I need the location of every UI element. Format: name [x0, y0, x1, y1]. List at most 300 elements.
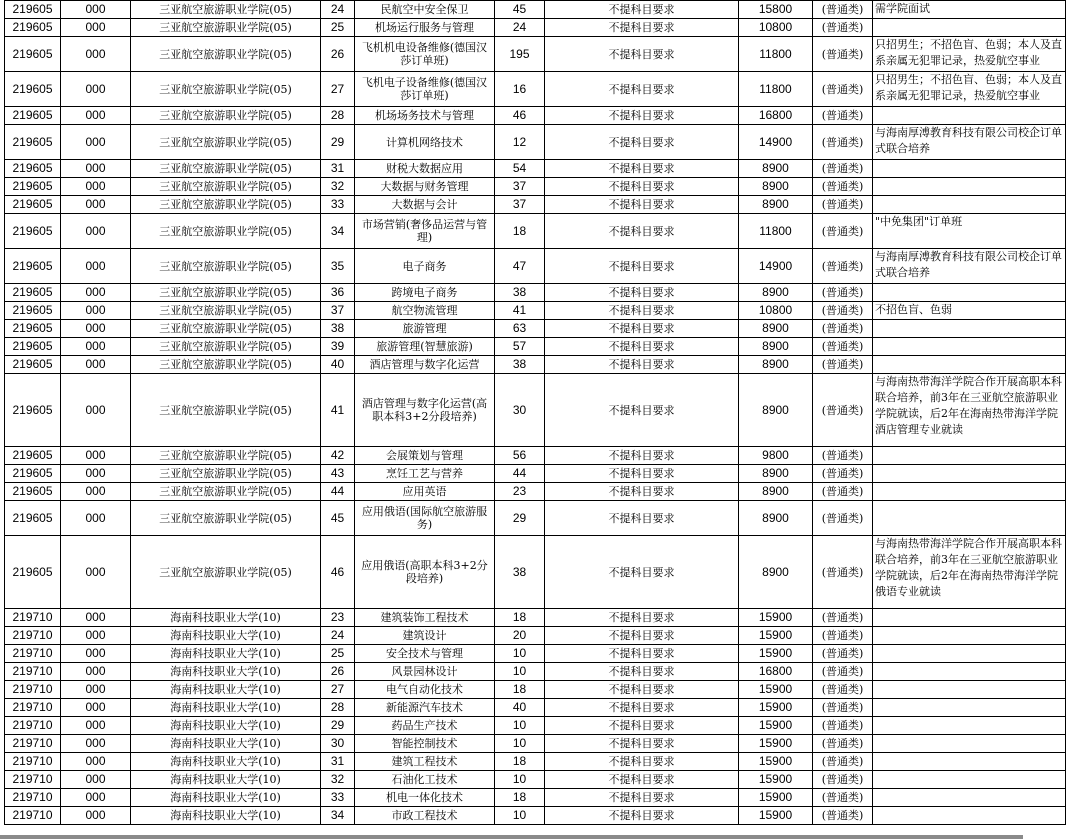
cell-category: (普通类) — [813, 72, 873, 107]
cell-major-number: 26 — [321, 663, 355, 681]
cell-tuition-fee: 15800 — [739, 1, 813, 19]
cell-sub-code: 000 — [61, 1, 131, 19]
cell-category: (普通类) — [813, 37, 873, 72]
cell-major-number: 34 — [321, 807, 355, 825]
cell-school-name: 三亚航空旅游职业学院(05) — [131, 356, 321, 374]
cell-major-number: 36 — [321, 284, 355, 302]
cell-school-code: 219605 — [5, 160, 61, 178]
cell-subject-requirement: 不提科目要求 — [545, 196, 739, 214]
cell-school-code: 219710 — [5, 663, 61, 681]
cell-school-name: 海南科技职业大学(10) — [131, 609, 321, 627]
cell-plan-count: 56 — [495, 447, 545, 465]
cell-major-name: 会展策划与管理 — [355, 447, 495, 465]
cell-subject-requirement: 不提科目要求 — [545, 107, 739, 125]
table-body — [5, 1, 1066, 825]
cell-plan-count: 10 — [495, 663, 545, 681]
cell-sub-code: 000 — [61, 196, 131, 214]
cell-major-name: 航空物流管理 — [355, 302, 495, 320]
cell-plan-count: 54 — [495, 160, 545, 178]
cell-subject-requirement: 不提科目要求 — [545, 320, 739, 338]
cell-major-number: 38 — [321, 320, 355, 338]
cell-remarks — [873, 807, 1066, 825]
cell-plan-count: 38 — [495, 284, 545, 302]
cell-sub-code: 000 — [61, 536, 131, 609]
cell-plan-count: 23 — [495, 483, 545, 501]
cell-plan-count: 30 — [495, 374, 545, 447]
cell-major-number: 39 — [321, 338, 355, 356]
cell-tuition-fee: 14900 — [739, 125, 813, 160]
cell-tuition-fee: 8900 — [739, 338, 813, 356]
cell-sub-code: 000 — [61, 214, 131, 249]
cell-major-number: 25 — [321, 19, 355, 37]
cell-school-name: 三亚航空旅游职业学院(05) — [131, 72, 321, 107]
cell-major-number: 40 — [321, 356, 355, 374]
cell-tuition-fee: 15900 — [739, 753, 813, 771]
cell-school-code: 219605 — [5, 1, 61, 19]
cell-subject-requirement: 不提科目要求 — [545, 609, 739, 627]
cell-tuition-fee: 15900 — [739, 627, 813, 645]
cell-remarks — [873, 107, 1066, 125]
cell-tuition-fee: 15900 — [739, 735, 813, 753]
cell-tuition-fee: 8900 — [739, 374, 813, 447]
cell-major-name: 市政工程技术 — [355, 807, 495, 825]
cell-remarks: 与海南热带海洋学院合作开展高职本科联合培养，前3年在三亚航空旅游职业学院就读，后2年在海南热带海洋学院俄语专业就读 — [873, 536, 1066, 609]
cell-plan-count: 57 — [495, 338, 545, 356]
cell-category: (普通类) — [813, 501, 873, 536]
cell-remarks — [873, 735, 1066, 753]
cell-major-number: 30 — [321, 735, 355, 753]
cell-tuition-fee: 8900 — [739, 501, 813, 536]
cell-major-name: 石油化工技术 — [355, 771, 495, 789]
cell-school-name: 三亚航空旅游职业学院(05) — [131, 501, 321, 536]
cell-school-name: 三亚航空旅游职业学院(05) — [131, 160, 321, 178]
cell-subject-requirement: 不提科目要求 — [545, 284, 739, 302]
cell-category: (普通类) — [813, 160, 873, 178]
cell-remarks — [873, 771, 1066, 789]
cell-major-number: 24 — [321, 1, 355, 19]
cell-subject-requirement: 不提科目要求 — [545, 645, 739, 663]
table-row — [5, 465, 1066, 483]
cell-category: (普通类) — [813, 125, 873, 160]
cell-category: (普通类) — [813, 320, 873, 338]
cell-school-name: 三亚航空旅游职业学院(05) — [131, 19, 321, 37]
cell-remarks: 只招男生；不招色盲、色弱；本人及直系亲属无犯罪记录，热爱航空事业 — [873, 72, 1066, 107]
table-row — [5, 536, 1066, 609]
cell-major-name: 建筑设计 — [355, 627, 495, 645]
table-row — [5, 735, 1066, 753]
cell-remarks — [873, 753, 1066, 771]
table-row — [5, 302, 1066, 320]
cell-remarks — [873, 789, 1066, 807]
cell-school-name: 海南科技职业大学(10) — [131, 771, 321, 789]
cell-school-name: 三亚航空旅游职业学院(05) — [131, 284, 321, 302]
cell-school-name: 三亚航空旅游职业学院(05) — [131, 125, 321, 160]
cell-major-name: 风景园林设计 — [355, 663, 495, 681]
cell-subject-requirement: 不提科目要求 — [545, 807, 739, 825]
cell-school-code: 219605 — [5, 338, 61, 356]
cell-category: (普通类) — [813, 284, 873, 302]
cell-remarks: 需学院面试 — [873, 1, 1066, 19]
cell-subject-requirement: 不提科目要求 — [545, 178, 739, 196]
cell-school-name: 海南科技职业大学(10) — [131, 681, 321, 699]
table-row — [5, 681, 1066, 699]
cell-major-number: 33 — [321, 789, 355, 807]
cell-category: (普通类) — [813, 214, 873, 249]
cell-school-name: 海南科技职业大学(10) — [131, 663, 321, 681]
cell-remarks: 与海南厚溥教育科技有限公司校企订单式联合培养 — [873, 125, 1066, 160]
cell-subject-requirement: 不提科目要求 — [545, 627, 739, 645]
table-row — [5, 447, 1066, 465]
table-row — [5, 338, 1066, 356]
cell-subject-requirement: 不提科目要求 — [545, 1, 739, 19]
table-row — [5, 501, 1066, 536]
cell-plan-count: 10 — [495, 807, 545, 825]
table-row — [5, 717, 1066, 735]
cell-plan-count: 47 — [495, 249, 545, 284]
cell-major-name: 应用俄语(国际航空旅游服务) — [355, 501, 495, 536]
cell-category: (普通类) — [813, 19, 873, 37]
cell-remarks — [873, 681, 1066, 699]
cell-school-name: 海南科技职业大学(10) — [131, 753, 321, 771]
cell-sub-code: 000 — [61, 627, 131, 645]
cell-plan-count: 18 — [495, 753, 545, 771]
cell-plan-count: 40 — [495, 699, 545, 717]
cell-subject-requirement: 不提科目要求 — [545, 249, 739, 284]
cell-tuition-fee: 11800 — [739, 37, 813, 72]
cell-major-number: 31 — [321, 160, 355, 178]
cell-sub-code: 000 — [61, 178, 131, 196]
table-row — [5, 320, 1066, 338]
table-row — [5, 214, 1066, 249]
cell-subject-requirement: 不提科目要求 — [545, 338, 739, 356]
cell-school-code: 219605 — [5, 302, 61, 320]
cell-school-code: 219605 — [5, 356, 61, 374]
cell-school-name: 三亚航空旅游职业学院(05) — [131, 302, 321, 320]
cell-plan-count: 195 — [495, 37, 545, 72]
cell-sub-code: 000 — [61, 645, 131, 663]
cell-sub-code: 000 — [61, 37, 131, 72]
cell-remarks — [873, 196, 1066, 214]
cell-major-number: 28 — [321, 107, 355, 125]
table-row — [5, 356, 1066, 374]
cell-subject-requirement: 不提科目要求 — [545, 19, 739, 37]
cell-major-name: 市场营销(奢侈品运营与管理) — [355, 214, 495, 249]
cell-plan-count: 29 — [495, 501, 545, 536]
cell-school-code: 219605 — [5, 374, 61, 447]
cell-school-name: 三亚航空旅游职业学院(05) — [131, 214, 321, 249]
cell-major-number: 46 — [321, 536, 355, 609]
cell-subject-requirement: 不提科目要求 — [545, 447, 739, 465]
table-row — [5, 753, 1066, 771]
cell-plan-count: 20 — [495, 627, 545, 645]
cell-major-name: 飞机机电设备维修(德国汉莎订单班) — [355, 37, 495, 72]
cell-category: (普通类) — [813, 374, 873, 447]
cell-plan-count: 44 — [495, 465, 545, 483]
cell-major-number: 45 — [321, 501, 355, 536]
cell-category: (普通类) — [813, 465, 873, 483]
cell-remarks: 只招男生；不招色盲、色弱；本人及直系亲属无犯罪记录，热爱航空事业 — [873, 37, 1066, 72]
cell-category: (普通类) — [813, 609, 873, 627]
table-row — [5, 196, 1066, 214]
table-row — [5, 789, 1066, 807]
cell-remarks — [873, 338, 1066, 356]
cell-major-number: 44 — [321, 483, 355, 501]
cell-school-name: 三亚航空旅游职业学院(05) — [131, 107, 321, 125]
cell-school-code: 219605 — [5, 37, 61, 72]
cell-sub-code: 000 — [61, 125, 131, 160]
cell-plan-count: 41 — [495, 302, 545, 320]
cell-major-number: 31 — [321, 753, 355, 771]
cell-category: (普通类) — [813, 753, 873, 771]
cell-category: (普通类) — [813, 771, 873, 789]
cell-remarks — [873, 663, 1066, 681]
cell-plan-count: 18 — [495, 681, 545, 699]
cell-school-code: 219605 — [5, 249, 61, 284]
cell-school-code: 219605 — [5, 214, 61, 249]
cell-school-code: 219710 — [5, 807, 61, 825]
cell-major-number: 32 — [321, 178, 355, 196]
cell-category: (普通类) — [813, 663, 873, 681]
cell-remarks — [873, 447, 1066, 465]
cell-tuition-fee: 8900 — [739, 178, 813, 196]
cell-remarks — [873, 160, 1066, 178]
cell-major-number: 27 — [321, 72, 355, 107]
cell-category: (普通类) — [813, 717, 873, 735]
table-row — [5, 19, 1066, 37]
cell-subject-requirement: 不提科目要求 — [545, 501, 739, 536]
cell-tuition-fee: 10800 — [739, 19, 813, 37]
cell-remarks — [873, 699, 1066, 717]
cell-plan-count: 10 — [495, 735, 545, 753]
cell-school-name: 三亚航空旅游职业学院(05) — [131, 447, 321, 465]
cell-subject-requirement: 不提科目要求 — [545, 771, 739, 789]
cell-sub-code: 000 — [61, 771, 131, 789]
cell-category: (普通类) — [813, 178, 873, 196]
table-row — [5, 107, 1066, 125]
cell-major-number: 23 — [321, 609, 355, 627]
cell-tuition-fee: 15900 — [739, 681, 813, 699]
cell-school-name: 海南科技职业大学(10) — [131, 717, 321, 735]
cell-remarks: 不招色盲、色弱 — [873, 302, 1066, 320]
cell-sub-code: 000 — [61, 699, 131, 717]
cell-major-number: 34 — [321, 214, 355, 249]
cell-sub-code: 000 — [61, 302, 131, 320]
cell-school-name: 海南科技职业大学(10) — [131, 699, 321, 717]
cell-major-name: 智能控制技术 — [355, 735, 495, 753]
cell-tuition-fee: 8900 — [739, 356, 813, 374]
cell-major-name: 大数据与财务管理 — [355, 178, 495, 196]
cell-sub-code: 000 — [61, 338, 131, 356]
table-row — [5, 249, 1066, 284]
table-row — [5, 645, 1066, 663]
cell-major-number: 29 — [321, 125, 355, 160]
cell-major-number: 35 — [321, 249, 355, 284]
cell-major-name: 跨境电子商务 — [355, 284, 495, 302]
cell-school-name: 三亚航空旅游职业学院(05) — [131, 196, 321, 214]
cell-school-name: 三亚航空旅游职业学院(05) — [131, 536, 321, 609]
cell-tuition-fee: 8900 — [739, 160, 813, 178]
cell-major-name: 机电一体化技术 — [355, 789, 495, 807]
cell-tuition-fee: 8900 — [739, 483, 813, 501]
cell-major-number: 33 — [321, 196, 355, 214]
cell-major-name: 机场场务技术与管理 — [355, 107, 495, 125]
cell-school-name: 三亚航空旅游职业学院(05) — [131, 249, 321, 284]
cell-tuition-fee: 15900 — [739, 645, 813, 663]
cell-plan-count: 16 — [495, 72, 545, 107]
cell-major-number: 37 — [321, 302, 355, 320]
cell-sub-code: 000 — [61, 72, 131, 107]
cell-plan-count: 38 — [495, 536, 545, 609]
cell-tuition-fee: 10800 — [739, 302, 813, 320]
cell-school-name: 三亚航空旅游职业学院(05) — [131, 374, 321, 447]
cell-plan-count: 45 — [495, 1, 545, 19]
cell-major-name: 计算机网络技术 — [355, 125, 495, 160]
cell-subject-requirement: 不提科目要求 — [545, 72, 739, 107]
cell-school-name: 海南科技职业大学(10) — [131, 735, 321, 753]
table-row — [5, 807, 1066, 825]
cell-tuition-fee: 16800 — [739, 107, 813, 125]
cell-category: (普通类) — [813, 249, 873, 284]
cell-school-code: 219605 — [5, 483, 61, 501]
cell-major-name: 酒店管理与数字化运营(高职本科3+2分段培养) — [355, 374, 495, 447]
cell-sub-code: 000 — [61, 356, 131, 374]
cell-subject-requirement: 不提科目要求 — [545, 536, 739, 609]
cell-major-number: 27 — [321, 681, 355, 699]
cell-plan-count: 38 — [495, 356, 545, 374]
cell-tuition-fee: 15900 — [739, 789, 813, 807]
cell-school-name: 三亚航空旅游职业学院(05) — [131, 320, 321, 338]
admissions-table — [4, 0, 1066, 825]
cell-school-code: 219605 — [5, 536, 61, 609]
cell-sub-code: 000 — [61, 249, 131, 284]
cell-sub-code: 000 — [61, 735, 131, 753]
cell-subject-requirement: 不提科目要求 — [545, 699, 739, 717]
table-row — [5, 699, 1066, 717]
cell-category: (普通类) — [813, 735, 873, 753]
cell-major-name: 大数据与会计 — [355, 196, 495, 214]
cell-school-name: 海南科技职业大学(10) — [131, 627, 321, 645]
cell-major-name: 药品生产技术 — [355, 717, 495, 735]
cell-plan-count: 37 — [495, 178, 545, 196]
cell-category: (普通类) — [813, 338, 873, 356]
cell-tuition-fee: 15900 — [739, 771, 813, 789]
cell-tuition-fee: 9800 — [739, 447, 813, 465]
cell-sub-code: 000 — [61, 753, 131, 771]
table-row — [5, 627, 1066, 645]
cell-school-code: 219605 — [5, 196, 61, 214]
cell-remarks — [873, 465, 1066, 483]
cell-major-number: 32 — [321, 771, 355, 789]
cell-major-name: 烹饪工艺与营养 — [355, 465, 495, 483]
cell-subject-requirement: 不提科目要求 — [545, 789, 739, 807]
cell-tuition-fee: 15900 — [739, 699, 813, 717]
cell-remarks: 与海南热带海洋学院合作开展高职本科联合培养，前3年在三亚航空旅游职业学院就读，后2年在海南热带海洋学院酒店管理专业就读 — [873, 374, 1066, 447]
cell-sub-code: 000 — [61, 374, 131, 447]
cell-tuition-fee: 15900 — [739, 717, 813, 735]
cell-school-code: 219605 — [5, 284, 61, 302]
cell-sub-code: 000 — [61, 663, 131, 681]
table-row — [5, 37, 1066, 72]
cell-school-name: 三亚航空旅游职业学院(05) — [131, 465, 321, 483]
cell-major-number: 42 — [321, 447, 355, 465]
cell-school-code: 219605 — [5, 501, 61, 536]
cell-tuition-fee: 14900 — [739, 249, 813, 284]
cell-school-name: 三亚航空旅游职业学院(05) — [131, 338, 321, 356]
cell-major-name: 应用英语 — [355, 483, 495, 501]
cell-major-name: 新能源汽车技术 — [355, 699, 495, 717]
cell-school-code: 219710 — [5, 699, 61, 717]
cell-plan-count: 18 — [495, 789, 545, 807]
cell-school-code: 219605 — [5, 19, 61, 37]
cell-subject-requirement: 不提科目要求 — [545, 483, 739, 501]
cell-subject-requirement: 不提科目要求 — [545, 37, 739, 72]
cell-category: (普通类) — [813, 699, 873, 717]
cell-sub-code: 000 — [61, 807, 131, 825]
cell-plan-count: 24 — [495, 19, 545, 37]
cell-school-code: 219605 — [5, 72, 61, 107]
cell-plan-count: 12 — [495, 125, 545, 160]
cell-school-code: 219710 — [5, 681, 61, 699]
cell-category: (普通类) — [813, 196, 873, 214]
cell-school-code: 219710 — [5, 735, 61, 753]
cell-subject-requirement: 不提科目要求 — [545, 125, 739, 160]
cell-remarks — [873, 501, 1066, 536]
cell-category: (普通类) — [813, 807, 873, 825]
cell-subject-requirement: 不提科目要求 — [545, 753, 739, 771]
cell-school-code: 219710 — [5, 717, 61, 735]
cell-major-number: 24 — [321, 627, 355, 645]
cell-major-name: 民航空中安全保卫 — [355, 1, 495, 19]
cell-major-name: 旅游管理(智慧旅游) — [355, 338, 495, 356]
cell-remarks — [873, 284, 1066, 302]
cell-major-number: 25 — [321, 645, 355, 663]
window-bottom-edge — [0, 835, 1023, 839]
cell-plan-count: 18 — [495, 214, 545, 249]
cell-major-name: 酒店管理与数字化运营 — [355, 356, 495, 374]
cell-sub-code: 000 — [61, 465, 131, 483]
cell-school-name: 海南科技职业大学(10) — [131, 789, 321, 807]
cell-school-name: 三亚航空旅游职业学院(05) — [131, 483, 321, 501]
cell-tuition-fee: 16800 — [739, 663, 813, 681]
cell-major-name: 安全技术与管理 — [355, 645, 495, 663]
table-row — [5, 72, 1066, 107]
cell-category: (普通类) — [813, 789, 873, 807]
cell-major-number: 43 — [321, 465, 355, 483]
cell-category: (普通类) — [813, 627, 873, 645]
cell-sub-code: 000 — [61, 320, 131, 338]
cell-remarks — [873, 645, 1066, 663]
cell-tuition-fee: 11800 — [739, 214, 813, 249]
cell-sub-code: 000 — [61, 789, 131, 807]
cell-plan-count: 63 — [495, 320, 545, 338]
cell-remarks — [873, 320, 1066, 338]
cell-sub-code: 000 — [61, 681, 131, 699]
cell-major-number: 41 — [321, 374, 355, 447]
cell-remarks — [873, 356, 1066, 374]
cell-sub-code: 000 — [61, 483, 131, 501]
cell-major-number: 26 — [321, 37, 355, 72]
cell-category: (普通类) — [813, 302, 873, 320]
cell-plan-count: 10 — [495, 645, 545, 663]
table-row — [5, 125, 1066, 160]
cell-tuition-fee: 15900 — [739, 609, 813, 627]
cell-major-number: 28 — [321, 699, 355, 717]
cell-remarks — [873, 483, 1066, 501]
cell-school-code: 219710 — [5, 771, 61, 789]
cell-major-name: 旅游管理 — [355, 320, 495, 338]
cell-plan-count: 37 — [495, 196, 545, 214]
cell-major-name: 应用俄语(高职本科3+2分段培养) — [355, 536, 495, 609]
